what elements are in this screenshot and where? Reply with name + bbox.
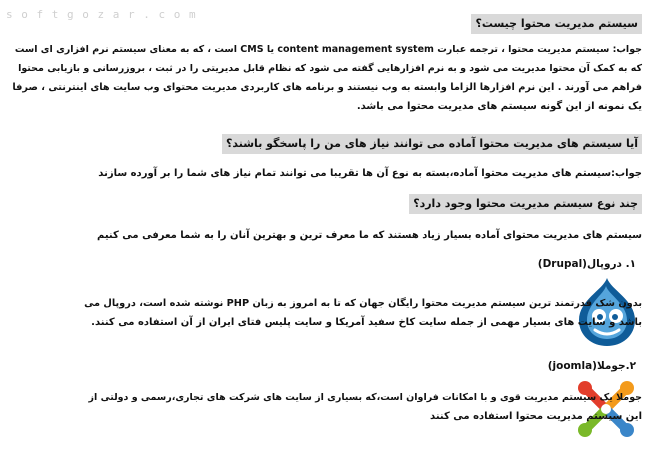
paragraph-ready-cms <box>8 164 642 183</box>
paragraph-line: جوملا یک سیستم مدیریت قوی و با امکانات فراوان است،که بسیاری از سایت های شرکت های تجاری،رسمی و دولتی از <box>88 392 642 403</box>
heading-what-is-cms: سیستم مدیریت محتوا چیست؟ <box>471 14 642 34</box>
paragraph-line: جواب: سیستم مدیریت محتوا ، ترجمه عبارت content management system یا CMS است ، که به معنای سیستم نرم افزاری ای است <box>14 44 642 55</box>
heading-ready-cms: آیا سیستم های مدیریت محتوا آماده می توانند نیاز های من را پاسخگو باشند؟ <box>222 134 642 154</box>
paragraph-line: بدون شک قدرتمند ترین سیستم مدیریت محتوا رایگان جهان که تا به امروز به زبان PHP نوشته شده است، دروپال می <box>84 298 642 309</box>
paragraph-line: این سیستم مدیریت محتوا استفاده می کنند <box>430 411 642 422</box>
drupal-title: ۱. دروپال(Drupal) <box>537 258 636 270</box>
paragraph-joomla <box>84 388 642 426</box>
joomla-title: ۲.جوملا(joomla) <box>547 360 636 372</box>
paragraph-cms-types <box>8 226 642 245</box>
paragraph-line: که به کمک آن محتوا مدیریت می شود و به نرم افزارهایی گفته می شود که نظام قابل مدیریتی را در ثبت ، بروزرسانی و بازیابی محتوا <box>18 63 642 74</box>
watermark: s o f t g o z a r . c o m <box>6 8 197 21</box>
paragraph-line: سیستم های مدیریت محتوای آماده بسیار زیاد هستند که ما معرف ترین و بهترین آنان را به شما معرفی می کنیم <box>97 230 642 241</box>
paragraph-line: فراهم می آورند . این نرم افزارها الزاما وابسته به وب نیستند و برنامه های کاربردی مدیریت محتوای وب سایت های اینترنتی ، صرفا <box>12 82 642 93</box>
paragraph-line: باشد و سایت های بسیار مهمی از جمله سایت کاخ سفید آمریکا و سایت پلیس فتای ایران از آن استفاده می کنند. <box>91 317 642 328</box>
heading-cms-types: چند نوع سیستم مدیریت محتوا وجود دارد؟ <box>409 194 642 214</box>
paragraph-line: جواب:سیستم های مدیریت محتوا آماده،بسته به نوع آن ها تقریبا می توانند تمام نیاز های شما را بر آورده سازند <box>98 168 642 179</box>
paragraph-drupal <box>84 294 642 332</box>
paragraph-line: یک نمونه از این گونه سیستم های مدیریت محتوا می باشد. <box>356 101 642 112</box>
paragraph-what-is-cms <box>8 40 642 116</box>
